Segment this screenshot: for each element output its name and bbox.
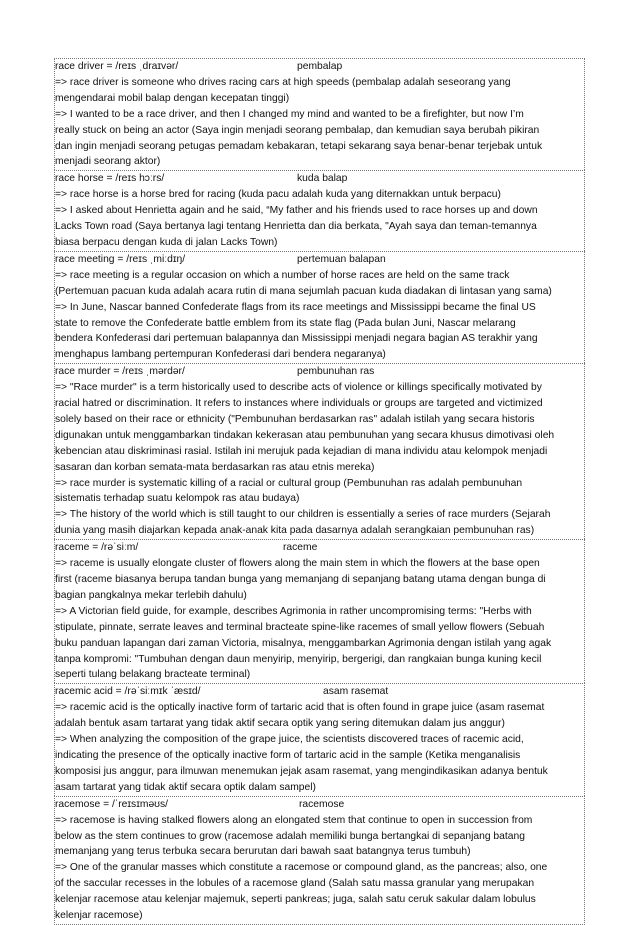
entry-text-line: bendera Konfederasi dari pertemuan balapannya dan Mississippi menjadi negara bagian AS terakhir yang: [55, 333, 538, 345]
entry-text-line: => racemic acid is the optically inactive form of tartaric acid that is often found in grape juice (asam rasemat: [55, 702, 545, 714]
glossary-entry: [54, 363, 585, 539]
entry-text-line: => raceme is usually elongate cluster of flowers along the main stem in which the flowers at the base open: [55, 558, 540, 570]
entry-text-line: biasa berpacu dengan kuda di jalan Lacks Town): [55, 236, 278, 248]
entry-text-line: => racemose is having stalked flowers along an elongated stem that continue to open in succession from: [55, 814, 533, 826]
entry-text-line: => "Race murder" is a term historically used to describe acts of violence or killings specifically motivated by: [55, 382, 542, 394]
entry-text-line: mengendarai mobil balap dengan kecepatan tinggi): [55, 92, 290, 104]
entry-text-line: menghapus lambang pertempuran Konfederasi dari bendera negaranya): [55, 349, 386, 361]
entry-term: race meeting = /reɪs ˌmiːdɪŋ/: [55, 253, 186, 265]
entry-text-line: => One of the granular masses which constitute a racemose or compound gland, as the pancreas; also, one: [55, 862, 548, 874]
entry-header: [55, 59, 584, 75]
entry-text-line: => A Victorian field guide, for example, describes Agrimonia in rather uncompromising terms: "Herbs with: [55, 605, 532, 617]
entry-text-line: komposisi jus anggur, para ilmuwan menemukan jejak asam rasemat, yang mengindikasikan adanya bentuk: [55, 765, 548, 777]
entry-header: [55, 171, 584, 187]
entry-text-line: sistematis terhadap suatu kelompok ras atau budaya): [55, 493, 300, 505]
entry-text-line: below as the stem continues to grow (racemose adalah memiliki bunga bertangkai di sepanjang batang: [55, 830, 525, 842]
entry-text-line: of the saccular recesses in the lobules of a racemose gland (Salah satu massa granular yang merupakan: [55, 878, 535, 890]
entry-text-line: kebencian atau diskriminasi rasial. Istilah ini merujuk pada kejadian di mana individu atau kelompok menjadi: [55, 445, 548, 457]
entry-header: [55, 684, 584, 700]
entry-text-line: (Pertemuan pacuan kuda adalah acara rutin di mana sejumlah pacuan kuda diadakan di lintasan yang sama): [55, 285, 552, 297]
entry-header: [55, 797, 584, 813]
entry-text-line: stipulate, pinnate, serrate leaves and terminal bracteate spine-like racemes of small yellow flowers (Sebuah: [55, 621, 545, 633]
entry-text-line: seperti tulang belakang bracteate terminal): [55, 669, 251, 681]
entry-term: race horse = /reɪs hɔːrs/: [55, 173, 165, 185]
entry-translation: raceme: [283, 542, 318, 554]
entry-text-line: kelenjar racemose atau kelenjar majemuk, seperti pankreas; juga, salah satu ceruk sakular dalam lobulus: [55, 894, 536, 906]
entry-text-line: => When analyzing the composition of the grape juice, the scientists discovered traces of racemic acid,: [55, 734, 524, 746]
entry-text-line: solely based on their race or ethnicity ("Pembunuhan berdasarkan ras" adalah istilah yang secara historis: [55, 413, 535, 425]
entry-term: racemic acid = /rəˈsiːmɪk ˈæsɪd/: [55, 686, 201, 698]
entry-translation: kuda balap: [297, 173, 348, 185]
entry-text-line: asam tartarat yang tidak aktif secara optik dalam sampel): [55, 781, 316, 793]
entry-text-line: => race horse is a horse bred for racing (kuda pacu adalah kuda yang diternakkan untuk berpacu): [55, 189, 501, 201]
entry-text-line: buku panduan lapangan dari zaman Victoria, misalnya, menggambarkan Agrimonia dengan istilah yang agak: [55, 637, 552, 649]
entry-text-line: really stuck on being an actor (Saya ingin menjadi seorang pembalap, dan kemudian saya berubah pikiran: [55, 124, 540, 136]
entry-translation: asam rasemat: [323, 686, 389, 698]
entry-text-line: => I wanted to be a race driver, and then I changed my mind and wanted to be a firefighter, but now I’m: [55, 108, 524, 120]
entry-translation: racemose: [299, 798, 345, 810]
entry-text-line: digunakan untuk menggambarkan tindakan kekerasan atau pembunuhan yang secara khusus dimotivasi oleh: [55, 429, 555, 441]
document-page: [54, 58, 585, 925]
entry-header: [55, 540, 584, 556]
entry-text-line: state to remove the Confederate battle emblem from its state flag (Pada bulan Juni, Nascar melarang: [55, 317, 516, 329]
entry-text-line: tanpa kompromi: "Tumbuhan dengan daun menyirip, menyirip, bergerigi, dan rangkaian bunga kuning kecil: [55, 653, 542, 665]
entry-text-line: => The history of the world which is still taught to our children is essentially a series of race murders (Sejarah: [55, 509, 551, 521]
entry-term: racemose = /ˈreɪsɪməʊs/: [55, 798, 169, 810]
glossary-entry: [54, 796, 585, 925]
entry-header: [55, 364, 584, 380]
entry-term: race murder = /reɪs ˌmərdər/: [55, 366, 185, 378]
entry-text-line: => race driver is someone who drives racing cars at high speeds (pembalap adalah seseorang yang: [55, 76, 511, 88]
entry-text-line: racial hatred or discrimination. It refers to instances where individuals or groups are targeted and victimized: [55, 398, 543, 410]
entry-text-line: => race murder is systematic killing of a racial or cultural group (Pembunuhan ras adalah pembunuhan: [55, 477, 523, 489]
entry-text-line: kelenjar racemose): [55, 910, 143, 922]
entry-text-line: memanjang yang terus terbuka secara berurutan dari bawah saat batangnya terus tumbuh): [55, 846, 471, 858]
entry-translation: pertemuan balapan: [297, 253, 386, 265]
entry-header: [55, 252, 584, 268]
entry-text-line: first (raceme biasanya berupa tandan bunga yang memanjang di sepanjang batang utama dengan bunga di: [55, 574, 546, 585]
entry-text-line: menjadi seorang aktor): [55, 156, 161, 168]
entry-term: raceme = /rəˈsiːm/: [55, 542, 139, 554]
glossary-entry: [54, 683, 585, 795]
entry-text-line: dan ingin menjadi seorang petugas pemadam kebakaran, tetapi sekarang saya benar-benar terjebak untuk: [55, 140, 543, 152]
entry-term: race driver = /reɪs ˌdraɪvər/: [55, 61, 179, 72]
entry-translation: pembunuhan ras: [297, 366, 375, 378]
entry-text-line: Lacks Town road (Saya bertanya lagi tentang Henrietta dan dia berkata, "Ayah saya dan teman-temannya: [55, 221, 537, 233]
entry-text-line: sasaran dan korban semata-mata berdasarkan ras atau etnis mereka): [55, 461, 375, 473]
glossary-entry: [54, 58, 585, 170]
entry-text-line: => race meeting is a regular occasion on which a number of horse races are held on the same track: [55, 269, 510, 281]
entry-text-line: bagian pangkalnya mekar terlebih dahulu): [55, 589, 247, 601]
entry-translation: pembalap: [297, 61, 343, 72]
glossary-entry: [54, 170, 585, 251]
glossary-entry: [54, 539, 585, 683]
entry-text-line: indicating the presence of the optically inactive form of tartaric acid in the sample (Ketika menganalisis: [55, 749, 521, 761]
entry-text-line: dunia yang masih diajarkan kepada anak-anak kita pada dasarnya adalah serangkaian pembunuhan ras): [55, 525, 535, 537]
entry-text-line: => In June, Nascar banned Confederate flags from its race meetings and Mississippi became the final US: [55, 301, 536, 313]
entry-text-line: => I asked about Henrietta again and he said, “My father and his friends used to race horses up and down: [55, 205, 538, 217]
entry-text-line: adalah bentuk asam tartarat yang tidak aktif secara optik yang sering ditemukan dalam jus anggur): [55, 718, 505, 730]
glossary-entry: [54, 251, 585, 363]
